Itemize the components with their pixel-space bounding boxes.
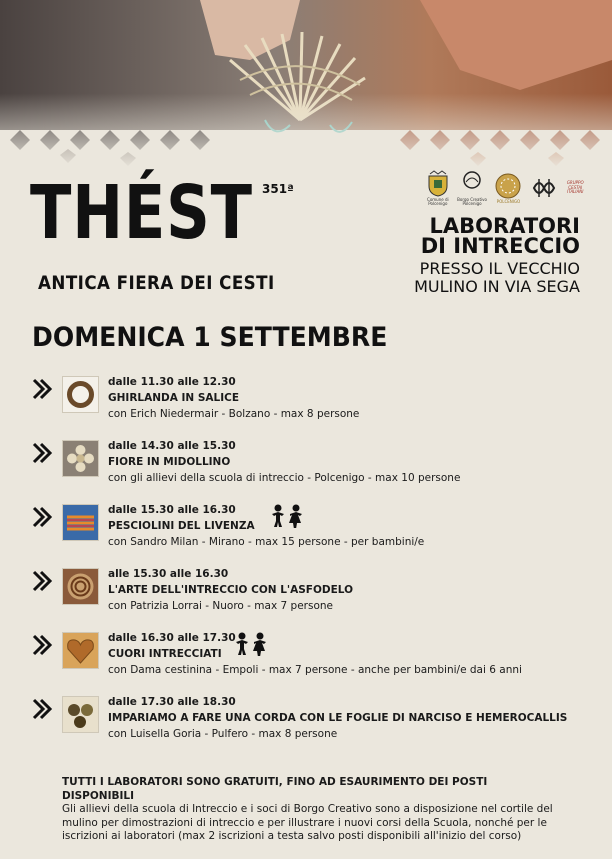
event-title: L'ARTE DELL'INTRECCIO CON L'ASFODELO: [108, 584, 354, 596]
hero-image: [0, 0, 612, 170]
workshop-location: PRESSO IL VECCHIO MULINO IN VIA SEGA: [414, 259, 580, 296]
event-description: con Erich Niedermair - Bolzano - max 8 persone: [108, 408, 360, 420]
children-icon: [268, 504, 308, 528]
children-icon: [232, 632, 272, 656]
double-arrow-icon: [32, 570, 54, 592]
wreath-photo: [62, 376, 99, 413]
event-time: dalle 16.30 alle 17.30: [108, 632, 236, 644]
double-arrow-icon: [32, 506, 54, 528]
fish-photo: [62, 504, 99, 541]
workshop-title: LABORATORI DI INTRECCIO: [420, 214, 580, 258]
event-date: DOMENICA 1 SETTEMBRE: [32, 322, 388, 353]
scuola-intreccio-badge-icon: POLCENIGO: [493, 172, 523, 204]
event-item: [32, 504, 592, 552]
event-description: con Patrizia Lorrai - Nuoro - max 7 persone: [108, 600, 333, 612]
event-item: [32, 632, 592, 680]
flower-photo: [62, 440, 99, 477]
event-time: alle 15.30 alle 16.30: [108, 568, 229, 580]
borgo-creativo-logo-icon: Borgo Creativo Polcenigo: [457, 170, 488, 207]
gruppo-cestai-caption: GRUPPO CESTAI ITALIANI: [566, 180, 584, 195]
footer-line: iscrizioni ai laboratori (max 2 iscrizioni a testa salvo posti disponibili all'inizio del corso): [62, 830, 522, 842]
event-description: con gli allievi della scuola di intreccio - Polcenigo - max 10 persone: [108, 472, 461, 484]
footer-line: mulino per dimostrazioni di intreccio e per illustrare i nuovi corsi della Scuola, nonché per le: [62, 816, 547, 829]
event-item: [32, 568, 592, 616]
footer-lead: TUTTI I LABORATORI SONO GRATUITI, FINO AD ESAURIMENTO DEI POSTI DISPONIBILI: [62, 776, 488, 802]
event-time: dalle 11.30 alle 12.30: [108, 376, 236, 388]
double-arrow-icon: [32, 698, 54, 720]
comune-polcenigo-crest-icon: Comune di Polcenigo: [425, 170, 451, 207]
footer-notes: [62, 776, 554, 844]
brand-title: THÉST: [30, 170, 253, 256]
event-description: con Sandro Milan - Mirano - max 15 persone - per bambini/e: [108, 536, 425, 548]
gruppo-cestai-knot-icon: [529, 174, 559, 202]
heart-photo: [62, 632, 99, 669]
event-time: dalle 14.30 alle 15.30: [108, 440, 236, 452]
event-description: con Dama cestinina - Empoli - max 7 persone - anche per bambini/e dai 6 anni: [108, 664, 522, 676]
spiral-basket-photo: [62, 568, 99, 605]
double-arrow-icon: [32, 634, 54, 656]
event-time: dalle 17.30 alle 18.30: [108, 696, 236, 708]
event-title: CUORI INTRECCIATI: [108, 648, 222, 660]
footer-line: Gli allievi della scuola di Intreccio e i soci di Borgo Creativo sono a disposizione nel cortile del: [62, 803, 553, 815]
event-description: con Luisella Goria - Pulfero - max 8 persone: [108, 728, 338, 740]
event-item: [32, 376, 592, 424]
event-item: [32, 696, 592, 744]
event-title: PESCIOLINI DEL LIVENZA: [108, 520, 255, 532]
event-title: IMPARIAMO A FARE UNA CORDA CON LE FOGLIE DI NARCISO E HEMEROCALLIS: [108, 712, 568, 724]
sponsor-logos: [425, 166, 585, 210]
brand-subtitle: ANTICA FIERA DEI CESTI: [38, 272, 275, 294]
edition-number: 351ª: [262, 182, 294, 196]
event-title: GHIRLANDA IN SALICE: [108, 392, 240, 404]
event-title: FIORE IN MIDOLLINO: [108, 456, 231, 468]
rope-photo: [62, 696, 99, 733]
event-time: dalle 15.30 alle 16.30: [108, 504, 236, 516]
double-arrow-icon: [32, 378, 54, 400]
event-item: [32, 440, 592, 488]
double-arrow-icon: [32, 442, 54, 464]
